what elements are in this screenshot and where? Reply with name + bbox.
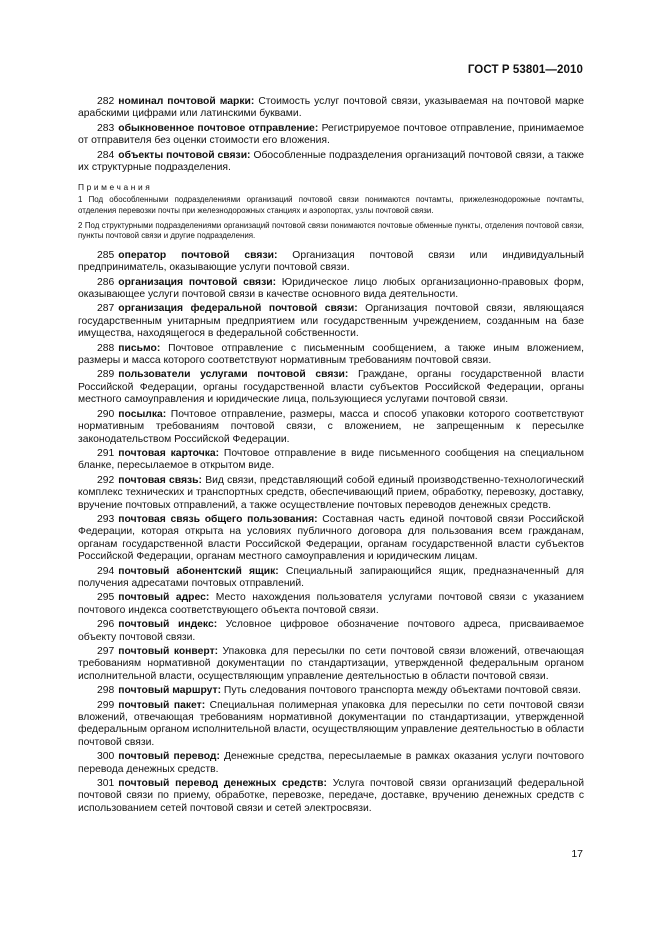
entry-definition: Место нахождения пользователя услугами почтовой связи с указанием почтового индекса соответствующего объекта почтовой связи.	[78, 592, 585, 616]
entry-number: 282	[97, 96, 115, 107]
entry-definition: Составная часть единой почтовой связи Российской Федерации, которая открыта на условиях публичного договора для пользования всем гражданам, органам государственной власти Российской Федерации, органам государственной власти субъектов Российской Федерации, органам местного самоуправления и юридическим лицам.	[78, 513, 585, 563]
definition-entry	[78, 751, 584, 776]
entry-definition: Упаковка для пересылки по сети почтовой связи вложений, отвечающая требованиям нормативной документации по стандартизации, утвержденной федеральным органом исполнительной власти, осуществляющим управление деятельностью в области почтовой связи.	[78, 646, 585, 682]
definition-entry	[78, 303, 584, 340]
entry-number: 297	[97, 646, 115, 657]
entry-definition: Граждане, органы государственной власти Российской Федерации, органы государственной власти субъектов Российской Федерации, органы местного самоуправления и юридические лица, пользующиеся услугами почтовой связи.	[78, 369, 584, 406]
entry-term: почтовая карточка:	[118, 447, 220, 459]
entry-number: 298	[97, 685, 115, 697]
entry-term: почтовый конверт:	[118, 646, 219, 657]
definition-entry	[78, 409, 584, 446]
definition-entry	[78, 700, 584, 750]
page-number: 17	[571, 848, 583, 860]
entry-term: объекты почтовой связи:	[118, 149, 251, 161]
entries-after-notes	[78, 250, 584, 815]
definition-entry	[78, 448, 584, 473]
definition-entry	[78, 277, 584, 302]
entry-definition: Юридическое лицо любых организационно-правовых форм, оказывающее услуги почтовой связи в качестве основного вида деятельности.	[78, 276, 585, 301]
definitions-body	[78, 96, 584, 817]
entry-number: 296	[97, 619, 115, 631]
notes-title: Примечания	[78, 182, 153, 193]
entry-number: 293	[97, 513, 115, 525]
definition-entry	[78, 646, 584, 683]
entry-definition: Услуга почтовой связи организаций федеральной почтовой связи по приему, обработке, перевозке, передаче, доставке, вручению денежных средств с использованием сетей почтовой связи и сетей электросвязи.	[78, 778, 584, 814]
definition-entry	[78, 685, 584, 697]
entry-definition: Вид связи, представляющий собой единый производственно-технологический комплекс технических и транспортных средств, обеспечивающий прием, обработку, перевозку, доставку, вручение почтовых отправлений, а также осуществление почтовых переводов денежных средств.	[78, 474, 585, 511]
entry-definition: Специальный запирающийся ящик, предназначенный для получения адресатами почтовых отправлений.	[78, 565, 585, 589]
entry-number: 284	[97, 149, 115, 161]
entry-definition: Почтовое отправление с письменным сообщением, а также иным вложением, размеры и масса которого соответствуют нормативным требованиям почтовой связи.	[78, 342, 584, 367]
note-item: 2 Под структурными подразделениями организаций почтовой связи понимаются почтовые обменные пункты, отделения почтовой связи, пункты почтовой связи и другие подразделения.	[78, 220, 584, 241]
entry-term: письмо:	[118, 342, 161, 354]
entry-number: 294	[97, 565, 115, 577]
definition-entry	[78, 566, 584, 591]
definition-entry	[78, 592, 584, 617]
definition-entry	[78, 369, 584, 406]
entry-term: почтовый перевод денежных средств:	[118, 778, 327, 790]
notes-items	[78, 195, 584, 241]
definition-entry	[78, 96, 584, 121]
entry-number: 283	[97, 122, 115, 134]
entry-number: 300	[97, 751, 115, 763]
entry-number: 286	[97, 276, 115, 288]
entry-definition: Специальная полимерная упаковка для пересылки по сети почтовой связи вложений, отвечающая требованиям нормативной документации по стандартизации, утвержденной федеральным органом исполнительной власти, осуществляющим управление деятельностью в области почтовой связи.	[78, 699, 585, 748]
entry-term: почтовый адрес:	[118, 592, 210, 604]
entry-term: почтовый перевод:	[118, 751, 220, 763]
definition-entry	[78, 343, 584, 368]
entry-definition: Обособленные подразделения организаций почтовой связи, а также их структурные подразделения.	[78, 149, 584, 174]
entry-number: 295	[97, 592, 115, 604]
entries-before-notes	[78, 96, 584, 174]
entry-number: 301	[97, 778, 115, 790]
entry-definition: Организация почтовой связи, являющаяся государственным унитарным предприятием или государственным учреждением, созданным на базе имущества, находящегося в федеральной собственности.	[78, 303, 585, 340]
entry-definition: Регистрируемое почтовое отправление, принимаемое от отправителя без оценки стоимости его вложения.	[78, 122, 584, 147]
definition-entry	[78, 250, 584, 275]
entry-number: 291	[97, 447, 115, 459]
entry-term: оператор почтовой связи:	[118, 249, 278, 261]
entry-definition: Условное цифровое обозначение почтового адреса, присваиваемое объекту почтовой связи.	[78, 619, 584, 643]
entry-definition: Путь следования почтового транспорта между объектами почтовой связи.	[223, 685, 581, 697]
entry-term: номинал почтовой марки:	[118, 96, 255, 107]
entry-number: 287	[97, 303, 115, 315]
entry-definition: Стоимость услуг почтовой связи, указываемая на почтовой марке арабскими цифрами или латинскими буквами.	[78, 96, 584, 120]
entry-number: 290	[97, 408, 115, 420]
entry-term: почтовый маршрут:	[118, 685, 222, 697]
entry-term: пользователи услугами почтовой связи:	[118, 369, 349, 381]
entry-definition: Почтовое отправление, размеры, масса и способ упаковки которого соответствуют нормативным требованиям почтовой связи, с вложением, не запрещенным к пересылке законодательством Российской Федерации.	[78, 408, 585, 445]
entry-term: почтовый индекс:	[118, 619, 218, 631]
entry-number: 292	[97, 474, 115, 486]
standard-header: ГОСТ Р 53801—2010	[467, 64, 583, 76]
entry-definition: Организация почтовой связи или индивидуальный предприниматель, оказывающие услуги почтовой связи.	[78, 249, 585, 274]
entry-number: 299	[97, 699, 115, 711]
entry-number: 288	[97, 342, 115, 354]
notes-block	[78, 182, 584, 241]
definition-entry	[78, 475, 584, 512]
entry-term: почтовый пакет:	[118, 699, 206, 711]
entry-number: 285	[97, 249, 115, 261]
entry-term: почтовый абонентский ящик:	[118, 565, 279, 577]
definition-entry	[78, 150, 584, 175]
entry-term: обыкновенное почтовое отправление:	[118, 122, 319, 134]
definition-entry	[78, 619, 584, 644]
definition-entry	[78, 514, 584, 564]
definition-entry	[78, 778, 584, 815]
entry-term: почтовая связь общего пользования:	[118, 513, 318, 525]
entry-term: организация федеральной почтовой связи:	[118, 303, 358, 315]
entry-number: 289	[97, 369, 115, 381]
definition-entry	[78, 123, 584, 148]
note-item: 1 Под обособленными подразделениями организаций почтовой связи понимаются почтамты, прижелезнодорожные почтамты, отделения перевозки почты при железнодорожных станциях и аэропортах, узлы почтовой связи.	[78, 195, 584, 216]
entry-term: посылка:	[118, 408, 167, 420]
entry-term: почтовая связь:	[118, 474, 202, 486]
entry-definition: Денежные средства, пересылаемые в рамках оказания услуги почтового перевода денежных средств.	[78, 751, 584, 775]
entry-term: организация почтовой связи:	[118, 276, 277, 288]
entry-definition: Почтовое отправление в виде письменного сообщения на специальном бланке, пересылаемое в открытом виде.	[78, 447, 584, 472]
